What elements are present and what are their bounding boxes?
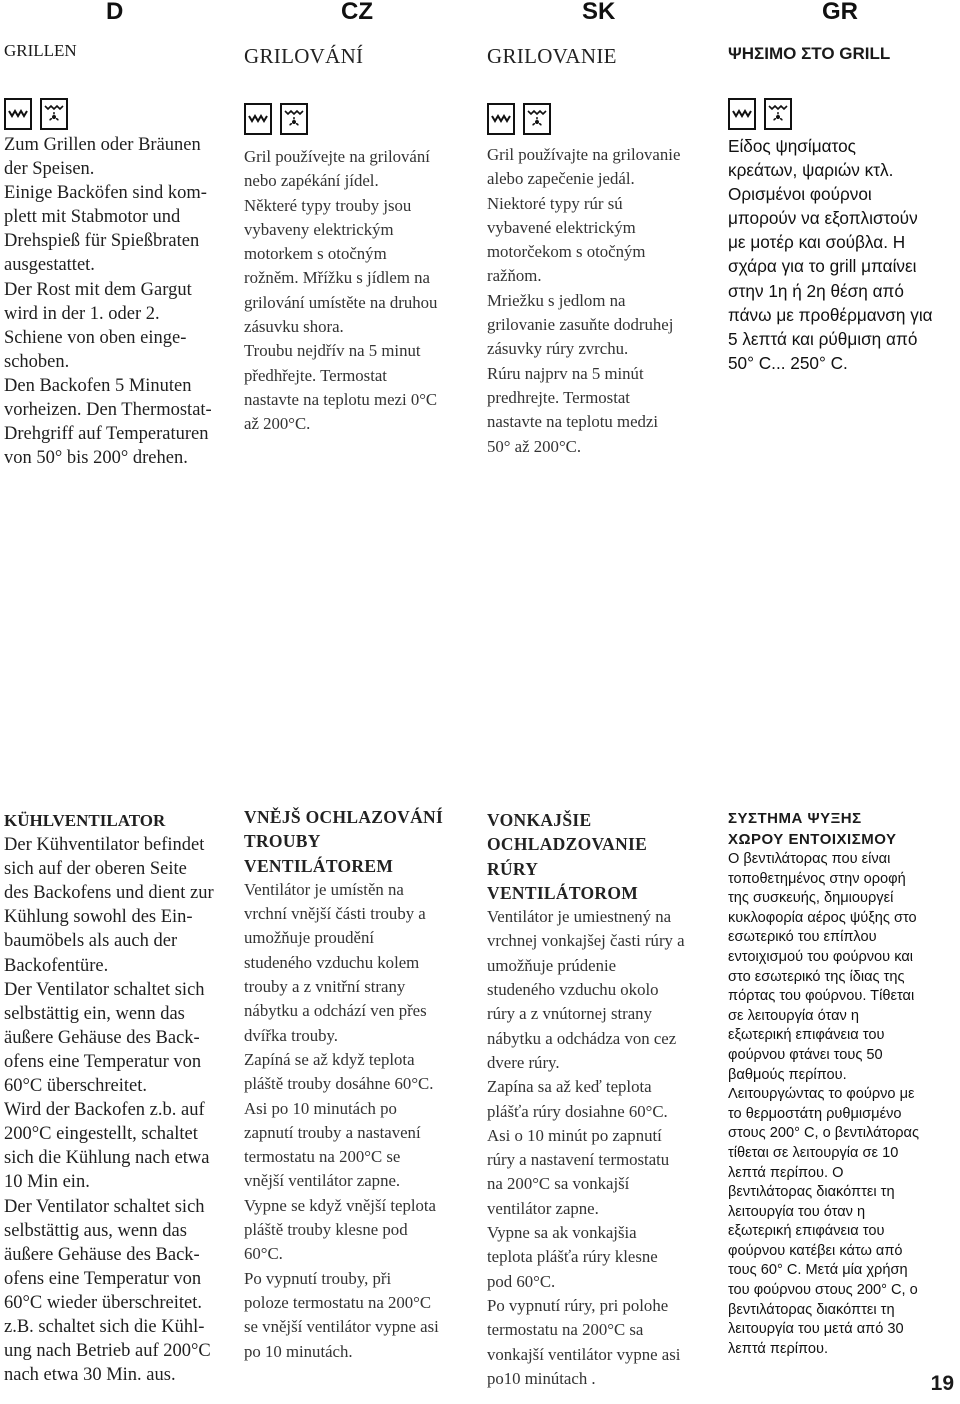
grill-text-gr-line: πάνω με προθέρμανση για bbox=[728, 304, 933, 325]
grill-text-cz-line: předhřejte. Termostat bbox=[244, 365, 387, 385]
grill-text-sk-line: Niektoré typy rúr sú bbox=[487, 193, 623, 213]
cooling-text-gr-line: εντοιχισμού του φούρνου και bbox=[728, 948, 914, 965]
grill-text-gr-line: Ορισμένοι φούρνοι bbox=[728, 184, 872, 205]
cooling-text-gr-line: του φούρνου στους 200° C, ο bbox=[728, 1282, 918, 1299]
cooling-text-sk-line: teplota plášťa rúry klesne bbox=[487, 1247, 658, 1267]
grill-element-icon bbox=[4, 98, 32, 130]
cooling-text-de-line: ofens eine Temperatur von bbox=[4, 1051, 202, 1072]
cooling-text-cz-line: nábytku a odchází ven přes bbox=[244, 1001, 427, 1021]
cooling-title-sk-line: VENTILÁTOROM bbox=[487, 882, 639, 903]
cooling-title-sk-line: RÚRY bbox=[487, 858, 539, 879]
cooling-section-gr bbox=[728, 808, 954, 1359]
cooling-text-cz-line: Ventilátor je umístěn na bbox=[244, 879, 404, 899]
cooling-text-cz-line: vrchní vnější části trouby a bbox=[244, 904, 426, 924]
lang-header-cz: CZ bbox=[341, 0, 373, 25]
cooling-title-sk-line: VONKAJŠIE bbox=[487, 810, 592, 830]
cooling-text-de-line: Kühlung sowohl des Ein- bbox=[4, 907, 193, 928]
grill-text-cz-line: nastavte na teplotu mezi 0°C bbox=[244, 389, 438, 409]
cooling-title-gr bbox=[728, 808, 954, 850]
grill-icons-gr bbox=[728, 98, 792, 130]
grill-text-de-line: plett mit Stabmotor und bbox=[4, 207, 181, 228]
cooling-text-de-line: ofens eine Temperatur von bbox=[4, 1268, 202, 1289]
lang-header-d: D bbox=[106, 0, 124, 25]
grill-text-de-line: Drehgriff auf Temperaturen bbox=[4, 424, 209, 445]
cooling-title-cz-line: TROUBY bbox=[244, 831, 321, 852]
cooling-text-cz-line: dvířka trouby. bbox=[244, 1025, 338, 1045]
cooling-text-cz-line: zapnutí trouby a nastavení bbox=[244, 1122, 421, 1142]
lang-header-sk: SK bbox=[582, 0, 616, 25]
grill-element-icon bbox=[244, 103, 272, 135]
cooling-title-de: KÜHLVENTILATOR bbox=[4, 811, 166, 830]
grill-text-cz bbox=[244, 145, 470, 437]
grill-text-cz-line: až 200°C. bbox=[244, 414, 311, 434]
grill-text-sk-line: Mriežku s jedlom na bbox=[487, 290, 626, 310]
cooling-text-de bbox=[4, 833, 230, 1387]
cooling-text-cz-line: se vnější ventilátor vypne asi bbox=[244, 1317, 439, 1337]
grill-text-de-line: Einige Backöfen sind kom- bbox=[4, 183, 207, 204]
fan-icon bbox=[280, 103, 308, 135]
grill-text-sk-line: vybavené elektrickým bbox=[487, 217, 636, 237]
cooling-section-cz bbox=[244, 805, 470, 1364]
cooling-text-sk bbox=[487, 905, 713, 1391]
cooling-text-sk-line: termostatu na 200°C sa bbox=[487, 1320, 644, 1340]
cooling-text-gr-line: στο εσωτερικό της ίδιας της bbox=[728, 968, 905, 985]
cooling-text-gr-line: κυκλοφορία αέρος ψύξης στο bbox=[728, 909, 917, 926]
fan-icon bbox=[40, 98, 68, 130]
cooling-title-sk-line: OCHLADZOVANIE bbox=[487, 834, 648, 855]
cooling-text-cz-line: termostatu na 200°C se bbox=[244, 1147, 401, 1167]
cooling-text-gr-line: στους 200° C, ο βεντιλάτορας bbox=[728, 1125, 919, 1142]
grill-text-de-line: vorheizen. Den Thermostat- bbox=[4, 400, 212, 421]
cooling-text-sk-line: vrchnej vonkajšej časti rúry a bbox=[487, 931, 685, 951]
cooling-text-sk-line: nábytku a odchádza von cez bbox=[487, 1028, 677, 1048]
cooling-text-sk-line: ventilátor zapne. bbox=[487, 1198, 599, 1218]
cooling-text-cz-line: Asi po 10 minutách po bbox=[244, 1098, 397, 1118]
grill-text-gr-line: με μοτέρ και σούβλα. Η bbox=[728, 232, 906, 253]
cooling-text-gr-line: λειτουργία του μετά από 30 bbox=[728, 1321, 904, 1338]
grill-text-de-line: Den Backofen 5 Minuten bbox=[4, 375, 192, 396]
grill-text-de-line: Zum Grillen oder Bräunen bbox=[4, 135, 201, 155]
cooling-text-cz-line: Zapíná se až když teplota bbox=[244, 1049, 415, 1069]
cooling-text-de-line: des Backofens und dient zur bbox=[4, 883, 214, 904]
cooling-text-cz-line: pláště trouby klesne pod bbox=[244, 1220, 408, 1240]
cooling-text-gr-line: λεπτά περίπου. bbox=[728, 1340, 829, 1357]
cooling-title-gr-line: ΧΩΡΟΥ ΕΝΤΟΙΧΙΣΜΟΥ bbox=[728, 831, 897, 848]
grill-text-gr-line: στην 1η ή 2η θέση από bbox=[728, 280, 904, 301]
cooling-text-gr-line: λεπτά περίπου. Ο bbox=[728, 1164, 844, 1181]
cooling-text-gr-line: βεντιλάτορας διακόπτει τη bbox=[728, 1184, 895, 1201]
grill-text-cz-line: zásuvku shora. bbox=[244, 317, 344, 337]
cooling-text-cz-line: Po vypnutí trouby, při bbox=[244, 1268, 392, 1288]
grill-text-de-line: von 50° bis 200° drehen. bbox=[4, 448, 188, 469]
grill-title-de: GRILLEN bbox=[4, 41, 77, 60]
grill-text-sk-line: Gril používajte na grilovanie bbox=[487, 145, 681, 164]
cooling-text-sk-line: umožňuje prúdenie bbox=[487, 955, 617, 975]
grill-text-gr-line: Είδος ψησίματος bbox=[728, 136, 856, 156]
cooling-text-sk-line: rúry a nastavení termostatu bbox=[487, 1150, 670, 1170]
grill-text-sk-line: alebo zapečenie jedál. bbox=[487, 169, 635, 189]
cooling-text-sk-line: Ventilátor je umiestnený na bbox=[487, 907, 672, 927]
grill-icons-sk bbox=[487, 103, 551, 135]
cooling-text-cz-line: po 10 minutách. bbox=[244, 1341, 353, 1361]
cooling-text-gr-line: βαθμούς περίπου. bbox=[728, 1066, 847, 1083]
page-number: 19 bbox=[930, 1372, 954, 1395]
grill-text-de-line: der Speisen. bbox=[4, 159, 95, 180]
grill-text-gr-line: 50° C... 250° C. bbox=[728, 352, 848, 373]
grill-text-de-line: Drehspieß für Spießbraten bbox=[4, 231, 200, 252]
cooling-text-de-line: nach etwa 30 Min. aus. bbox=[4, 1365, 176, 1386]
cooling-text-gr-line: τους 60° C. Μετά μία χρήση bbox=[728, 1262, 908, 1279]
cooling-text-sk-line: rúry a z vnútornej strany bbox=[487, 1004, 652, 1024]
cooling-text-cz-line: poloze termostatu na 200°C bbox=[244, 1292, 432, 1312]
grill-text-cz-line: Gril používejte na grilování bbox=[244, 147, 430, 166]
cooling-text-gr-line: το θερμοστάτη ρυθμισμένο bbox=[728, 1105, 902, 1122]
cooling-section-de bbox=[4, 809, 230, 1387]
grill-text-gr bbox=[728, 134, 954, 375]
cooling-text-de-line: Der Ventilator schaltet sich bbox=[4, 1196, 205, 1217]
cooling-text-sk-line: dvere rúry. bbox=[487, 1052, 560, 1072]
cooling-text-de-line: z.B. schaltet sich die Kühl- bbox=[4, 1316, 205, 1337]
grill-text-gr-line: σχάρα για το grill μπαίνει bbox=[728, 256, 917, 277]
grill-text-cz-line: Některé typy trouby jsou bbox=[244, 195, 412, 215]
cooling-text-gr-line: τοποθετημένος στην οροφή bbox=[728, 870, 906, 887]
grill-text-sk-line: ražňom. bbox=[487, 266, 542, 286]
cooling-text-cz-line: 60°C. bbox=[244, 1244, 283, 1264]
cooling-text-sk-line: plášťa rúry dosiahne 60°C. bbox=[487, 1101, 668, 1121]
grill-text-cz-line: vybaveny elektrickým bbox=[244, 219, 394, 239]
cooling-text-sk-line: Po vypnutí rúry, pri polohe bbox=[487, 1295, 669, 1315]
cooling-text-de-line: Der Kühventilator befindet bbox=[4, 835, 205, 856]
grill-text-cz-line: Troubu nejdřív na 5 minut bbox=[244, 341, 421, 361]
cooling-text-de-line: 200°C eingestellt, schaltet bbox=[4, 1124, 198, 1145]
grill-text-gr-line: 5 λεπτά και ρύθμιση από bbox=[728, 328, 918, 349]
cooling-text-gr-line: φούρνου κατέβει κάτω από bbox=[728, 1242, 903, 1259]
cooling-text-cz-line: pláště trouby dosáhne 60°C. bbox=[244, 1074, 434, 1094]
grill-text-sk-line: predhrejte. Termostat bbox=[487, 387, 630, 407]
cooling-text-gr-line: πόρτας του φούρνου. Τίθεται bbox=[728, 988, 915, 1005]
cooling-text-sk-line: Asi o 10 minút po zapnutí bbox=[487, 1125, 662, 1145]
cooling-text-sk-line: pod 60°C. bbox=[487, 1271, 556, 1291]
cooling-text-cz-line: trouby a z vnitřní strany bbox=[244, 977, 406, 997]
grill-text-cz-line: rožněm. Mřížku s jídlem na bbox=[244, 268, 430, 288]
cooling-text-gr-line: φούρνου φτάνει τους 50 bbox=[728, 1046, 883, 1063]
cooling-text-de-line: sich die Kühlung nach etwa bbox=[4, 1148, 210, 1169]
grill-title-cz: GRILOVÁNÍ bbox=[244, 44, 364, 68]
cooling-text-cz bbox=[244, 878, 470, 1364]
cooling-text-de-line: selbstättig aus, wenn das bbox=[4, 1220, 187, 1241]
grill-text-sk-line: motorčekom s otočným bbox=[487, 242, 646, 262]
cooling-text-cz-line: umožňuje proudění bbox=[244, 928, 375, 948]
grill-element-icon bbox=[728, 98, 756, 130]
cooling-text-gr-line: εξωτερική επιφάνεια του bbox=[728, 1223, 885, 1240]
cooling-title-cz-line: VENTILÁTOREM bbox=[244, 855, 394, 876]
grill-text-sk-line: nastavte na teplotu medzi bbox=[487, 412, 659, 432]
cooling-title-cz bbox=[244, 805, 470, 878]
grill-text-sk-line: grilovanie zasuňte dodruhej bbox=[487, 315, 674, 335]
grill-title-gr: ΨΗΣΙΜΟ ΣΤΟ GRILL bbox=[728, 44, 891, 63]
grill-text-gr-line: κρεάτων, ψαριών κτλ. bbox=[728, 160, 894, 181]
cooling-text-de-line: äußere Gehäuse des Back- bbox=[4, 1244, 200, 1265]
grill-text-de-line: schoben. bbox=[4, 351, 70, 372]
cooling-text-cz-line: Vypne se když vnější teplota bbox=[244, 1195, 437, 1215]
grill-text-de-line: wird in der 1. oder 2. bbox=[4, 303, 160, 324]
cooling-text-de-line: baumöbels als auch der bbox=[4, 931, 178, 952]
cooling-title-gr-line: ΣΥΣΤΗΜΑ ΨΥΞΗΣ bbox=[728, 810, 862, 827]
cooling-text-de-line: sich auf der oberen Seite bbox=[4, 859, 187, 880]
cooling-title-cz-line: VNĚJŠ OCHLAZOVÁNÍ bbox=[244, 807, 444, 827]
grill-text-cz-line: grilování umístěte na druhou bbox=[244, 292, 438, 312]
cooling-text-gr bbox=[728, 850, 954, 1359]
cooling-text-de-line: Der Ventilator schaltet sich bbox=[4, 979, 205, 1000]
grill-text-cz-line: nebo zapékání jídel. bbox=[244, 171, 379, 191]
cooling-text-gr-line: τίθεται σε λειτουργία σε 10 bbox=[728, 1144, 899, 1161]
cooling-text-de-line: selbstättig ein, wenn das bbox=[4, 1003, 185, 1024]
grill-text-sk-line: Rúru najprv na 5 minút bbox=[487, 363, 644, 383]
grill-text-gr-line: μπορούν να εξοπλιστούν bbox=[728, 208, 918, 229]
grill-text-de bbox=[4, 133, 230, 470]
fan-icon bbox=[523, 103, 551, 135]
cooling-text-gr-line: βεντιλάτορας διακόπτει τη bbox=[728, 1301, 895, 1318]
cooling-text-gr-line: Ο βεντιλάτορας που είναι bbox=[728, 851, 891, 867]
cooling-title-sk bbox=[487, 808, 713, 905]
cooling-text-gr-line: Λειτουργώντας το φούρνο με bbox=[728, 1086, 915, 1103]
grill-title-sk: GRILOVANIE bbox=[487, 44, 617, 68]
cooling-text-sk-line: po10 minútach . bbox=[487, 1368, 596, 1388]
cooling-text-sk-line: vonkajší ventilátor vypne asi bbox=[487, 1344, 681, 1364]
cooling-text-sk-line: Vypne sa ak vonkajšia bbox=[487, 1223, 637, 1243]
grill-text-sk bbox=[487, 143, 713, 459]
cooling-text-gr-line: της συσκευής, δημιουργεί bbox=[728, 890, 894, 907]
cooling-text-cz-line: vnější ventilátor zapne. bbox=[244, 1171, 401, 1191]
grill-text-sk-line: zásuvky rúry zvrchu. bbox=[487, 339, 629, 359]
grill-icons-de bbox=[4, 98, 68, 130]
grill-text-sk-line: 50° až 200°C. bbox=[487, 436, 582, 456]
cooling-text-de-line: Backofentüre. bbox=[4, 955, 109, 976]
cooling-text-de-line: äußere Gehäuse des Back- bbox=[4, 1027, 200, 1048]
cooling-section-sk bbox=[487, 808, 713, 1391]
fan-icon bbox=[764, 98, 792, 130]
cooling-text-sk-line: na 200°C sa vonkajší bbox=[487, 1174, 630, 1194]
cooling-text-gr-line: λειτουργία του όταν η bbox=[728, 1203, 866, 1220]
cooling-text-gr-line: σε λειτουργία όταν η bbox=[728, 1007, 859, 1024]
cooling-text-sk-line: Zapína sa až keď teplota bbox=[487, 1077, 652, 1097]
grill-text-cz-line: motorkem s otočným bbox=[244, 244, 387, 264]
cooling-text-de-line: 60°C überschreitet. bbox=[4, 1076, 148, 1097]
grill-text-de-line: ausgestattet. bbox=[4, 255, 95, 276]
cooling-text-de-line: 60°C wieder überschreitet. bbox=[4, 1292, 202, 1313]
lang-header-gr: GR bbox=[822, 0, 858, 25]
grill-icons-cz bbox=[244, 103, 308, 135]
cooling-text-de-line: 10 Min ein. bbox=[4, 1172, 90, 1193]
grill-text-de-line: Der Rost mit dem Gargut bbox=[4, 279, 192, 300]
grill-element-icon bbox=[487, 103, 515, 135]
cooling-text-sk-line: studeného vzduchu okolo bbox=[487, 980, 659, 1000]
cooling-text-gr-line: εσωτερικό του επίπλου bbox=[728, 929, 877, 946]
cooling-text-cz-line: studeného vzduchu kolem bbox=[244, 952, 420, 972]
cooling-text-de-line: Wird der Backofen z.b. auf bbox=[4, 1100, 205, 1121]
cooling-text-gr-line: εξωτερική επιφάνεια του bbox=[728, 1027, 885, 1044]
grill-text-de-line: Schiene von oben einge- bbox=[4, 327, 187, 348]
cooling-text-de-line: ung nach Betrieb auf 200°C bbox=[4, 1341, 211, 1362]
